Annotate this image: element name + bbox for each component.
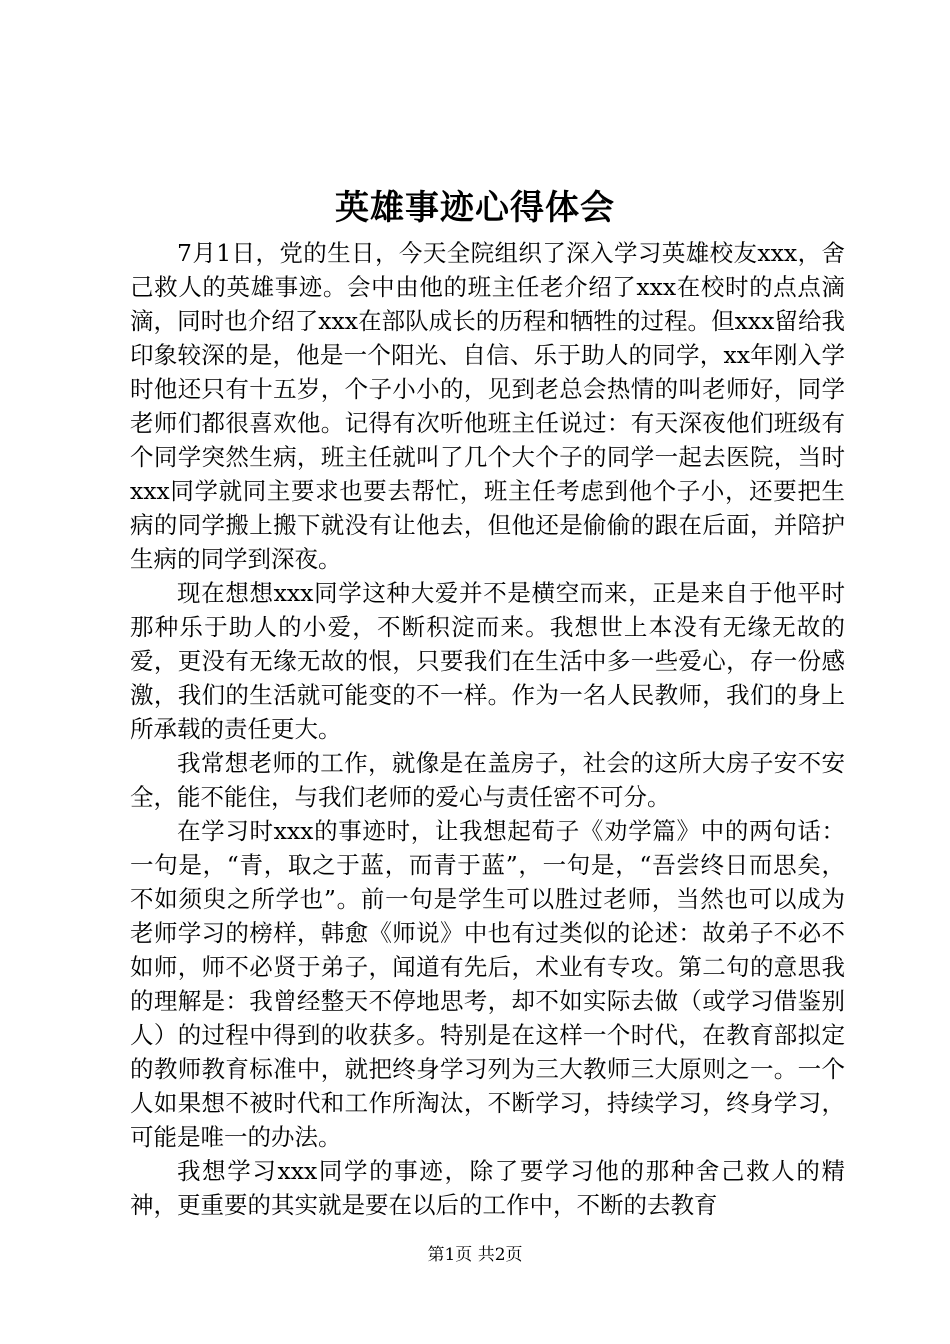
paragraph-3: 我常想老师的工作，就像是在盖房子，社会的这所大房子安不安全，能不能住，与我们老师的爱心与责任密不可分。 (130, 749, 845, 811)
document-title: 英雄事迹心得体会 (335, 188, 615, 228)
paragraph-4: 在学习时xxx的事迹时，让我想起荀子《劝学篇》中的两句话：一句是，“青，取之于蓝，而青于蓝”，一句是，“吾尝终日而思矣，不如须臾之所学也”。前一句是学生可以胜过老师，当然也可以成为老师学习的榜样，韩愈《师说》中也有过类似的论述：故弟子不必不如师，师不必贤于弟子，闻道有先后，术业有专攻。第二句的意思我的理解是：我曾经整天不停地思考，却不如实际去做（或学习借鉴别人）的过程中得到的收获多。特别是在这样一个时代，在教育部拟定的教师教育标准中，就把终身学习列为三大教师三大原则之一。一个人如果想不被时代和工作所淘汰，不断学习，持续学习，终身学习，可能是唯一的办法。 (130, 817, 845, 1151)
page-number-footer: 第1页 共2页 (427, 1245, 523, 1265)
paragraph-1: 7月1日，党的生日，今天全院组织了深入学习英雄校友xxx，舍己救人的英雄事迹。会中由他的班主任老介绍了xxx在校时的点点滴滴，同时也介绍了xxx在部队成长的历程和牺牲的过程。但xxx留给我印象较深的是，他是一个阳光、自信、乐于助人的同学，xx年刚入学时他还只有十五岁，个子小小的，见到老总会热情的叫老师好，同学老师们都很喜欢他。记得有次听他班主任说过：有天深夜他们班级有个同学突然生病，班主任就叫了几个大个子的同学一起去医院，当时xxx同学就同主要求也要去帮忙，班主任考虑到他个子小，还要把生病的同学搬上搬下就没有让他去，但他还是偷偷的跟在后面，并陪护生病的同学到深夜。 (130, 239, 845, 573)
paragraph-5: 我想学习xxx同学的事迹，除了要学习他的那种舍己救人的精神，更重要的其实就是要在以后的工作中，不断的去教育 (130, 1157, 845, 1219)
document-body (130, 236, 845, 1222)
paragraph-2: 现在想想xxx同学这种大爱并不是横空而来，正是来自于他平时那种乐于助人的小爱，不断积淀而来。我想世上本没有无缘无故的爱，更没有无缘无故的恨，只要我们在生活中多一些爱心，存一份感激，我们的生活就可能变的不一样。作为一名人民教师，我们的身上所承载的责任更大。 (130, 579, 845, 743)
